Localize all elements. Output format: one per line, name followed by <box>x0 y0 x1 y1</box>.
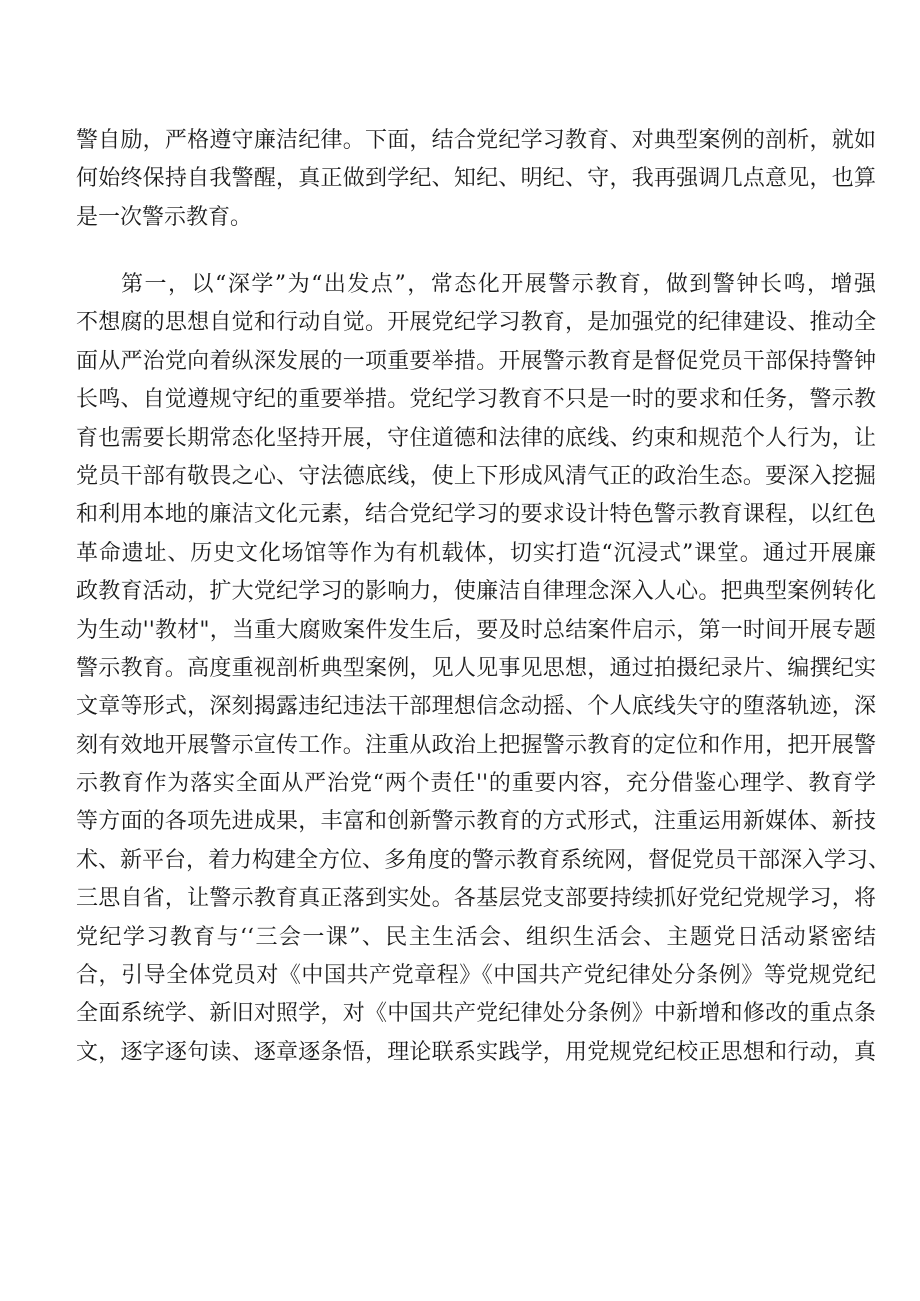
text-line: 文，逐字逐句读、逐章逐条悟，理论联系实践学，用党规党纪校正思想和行动，真 <box>76 1039 876 1065</box>
text-line: 术、新平台，着力构建全方位、多角度的警示教育系统网，督促党员干部深入学习、 <box>76 847 891 873</box>
text-line: 何始终保持自我警醒，真正做到学纪、知纪、明纪、守，我再强调几点意见，也算 <box>76 166 876 192</box>
text-line: 文章等形式，深刻揭露违纪违法干部理想信念动摇、个人底线失守的堕落轨迹，深 <box>76 694 876 720</box>
text-line: 示教育作为落实全面从严治党“两个责任''的重要内容，充分借鉴心理学、教育学 <box>76 771 876 797</box>
text-line: 警自励，严格遵守廉洁纪律。下面，结合党纪学习教育、对典型案例的剖析，就如 <box>76 128 876 153</box>
paragraph-1 <box>76 122 876 237</box>
text-line: 等方面的各项先进成果，丰富和创新警示教育的方式形式，注重运用新媒体、新技 <box>76 809 876 835</box>
text-line: 不想腐的思想自觉和行动自觉。开展党纪学习教育，是加强党的纪律建设、推动全 <box>76 310 876 336</box>
text-line: 第一，以“深学”为“出发点”，常态化开展警示教育，做到警钟长鸣，增强 <box>121 272 876 297</box>
text-line: 是一次警示教育。 <box>76 204 253 230</box>
text-line: 和利用本地的廉洁文化元素，结合党纪学习的要求设计特色警示教育课程，以红色 <box>76 502 876 528</box>
text-line: 警示教育。高度重视剖析典型案例，见人见事见思想，通过拍摄纪录片、编撰纪实 <box>76 655 876 681</box>
text-line: 合，引导全体党员对《中国共产党章程》《中国共产党纪律处分条例》等党规党纪 <box>76 963 876 989</box>
text-line: 长鸣、自觉遵规守纪的重要举措。党纪学习教育不只是一时的要求和任务，警示教 <box>76 387 876 413</box>
text-line: 三思自省，让警示教育真正落到实处。各基层党支部要持续抓好党纪党规学习，将 <box>76 886 876 912</box>
text-line: 党纪学习教育与‘‘三会一课”、民主生活会、组织生活会、主题党日活动紧密结 <box>76 924 876 950</box>
text-line: 革命遗址、历史文化场馆等作为有机载体，切实打造“沉浸式”课堂。通过开展廉 <box>76 540 876 566</box>
text-line: 政教育活动，扩大党纪学习的影响力，使廉洁自律理念深入人心。把典型案例转化 <box>76 579 876 605</box>
text-line: 育也需要长期常态化坚持开展，守住道德和法律的底线、约束和规范个人行为，让 <box>76 425 876 451</box>
text-line: 面从严治党向着纵深发展的一项重要举措。开展警示教育是督促党员干部保持警钟 <box>76 348 876 374</box>
paragraph-2 <box>76 266 891 1072</box>
text-line: 为生动''教材"，当重大腐败案件发生后，要及时总结案件启示，第一时间开展专题 <box>76 617 876 643</box>
text-line: 党员干部有敬畏之心、守法德底线，使上下形成风清气正的政治生态。要深入挖掘 <box>76 463 876 489</box>
text-line: 全面系统学、新旧对照学，对《中国共产党纪律处分条例》中新增和修改的重点条 <box>76 1001 876 1027</box>
text-line: 刻有效地开展警示宣传工作。注重从政治上把握警示教育的定位和作用，把开展警 <box>76 732 876 758</box>
